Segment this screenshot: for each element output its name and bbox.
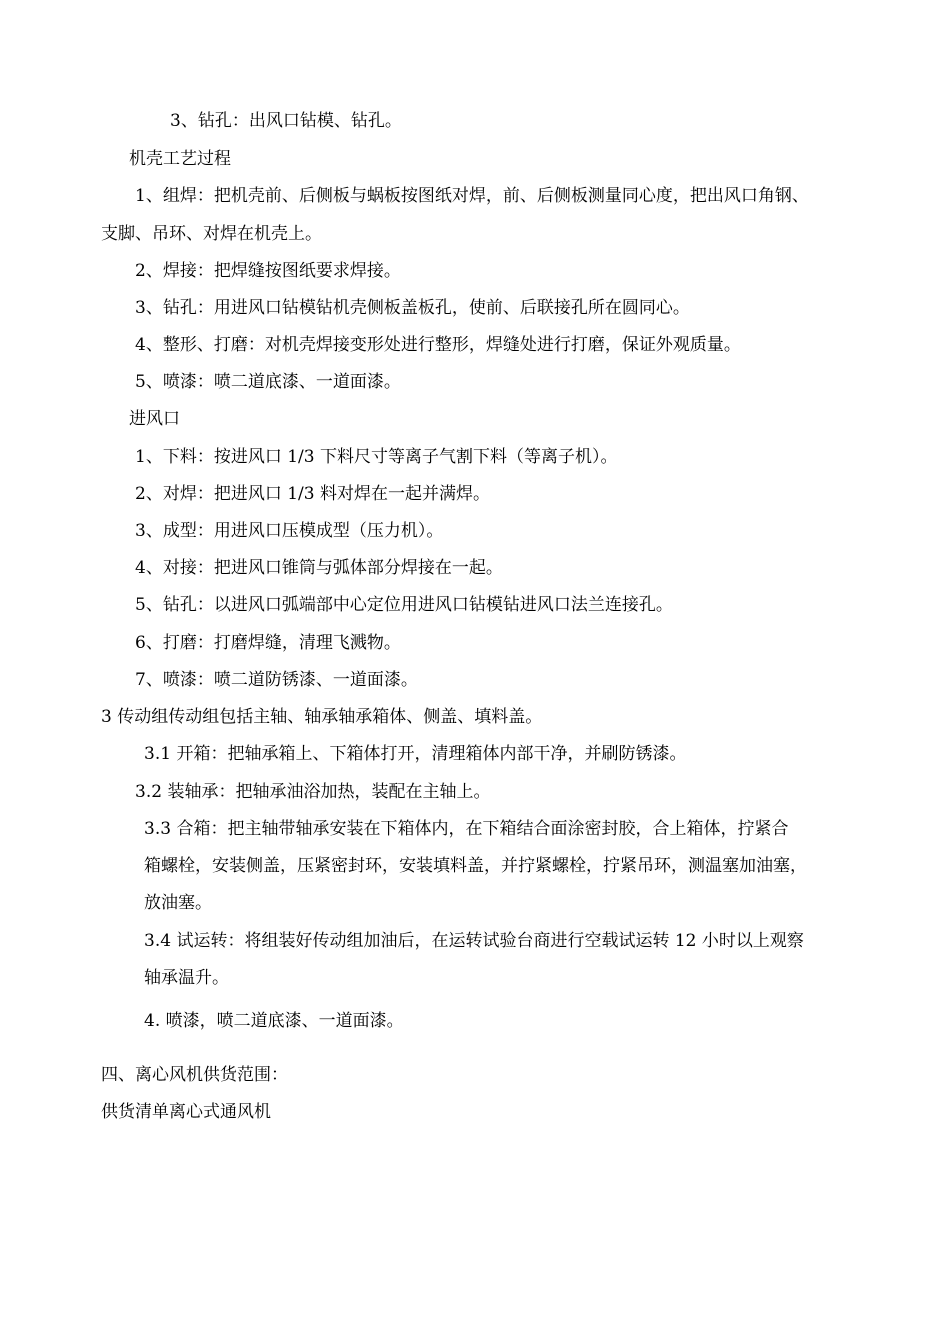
text-line: 3、钻孔：用进风口钻模钻机壳侧板盖板孔，使前、后联接孔所在圆同心。 bbox=[135, 298, 690, 318]
text-line: 3.2 装轴承：把轴承油浴加热，装配在主轴上。 bbox=[135, 782, 491, 802]
text-line: 4、对接：把进风口锥筒与弧体部分焊接在一起。 bbox=[135, 558, 503, 578]
text-line: 放油塞。 bbox=[144, 893, 212, 913]
text-line: 轴承温升。 bbox=[144, 968, 229, 988]
text-line: 4. 喷漆，喷二道底漆、一道面漆。 bbox=[144, 1011, 404, 1031]
text-line: 1、组焊：把机壳前、后侧板与蜗板按图纸对焊，前、后侧板测量同心度，把出风口角钢、 bbox=[135, 186, 809, 206]
section-heading: 机壳工艺过程 bbox=[129, 149, 231, 169]
text-line: 3.1 开箱：把轴承箱上、下箱体打开，清理箱体内部干净，并刷防锈漆。 bbox=[144, 744, 687, 764]
text-line: 3.3 合箱：把主轴带轴承安装在下箱体内，在下箱结合面涂密封胶，合上箱体，拧紧合 bbox=[144, 819, 789, 839]
text-line: 3.4 试运转：将组装好传动组加油后，在运转试验台商进行空载试运转 12 小时以上观察 bbox=[144, 931, 804, 951]
text-line: 7、喷漆：喷二道防锈漆、一道面漆。 bbox=[135, 670, 418, 690]
text-line: 3、钻孔：出风口钻模、钻孔。 bbox=[170, 111, 402, 131]
text-line: 2、对焊：把进风口 1/3 料对焊在一起并满焊。 bbox=[135, 484, 490, 504]
text-line: 支脚、吊环、对焊在机壳上。 bbox=[101, 224, 322, 244]
text-line: 1、下料：按进风口 1/3 下料尺寸等离子气割下料（等离子机）。 bbox=[135, 447, 618, 467]
text-line: 5、喷漆：喷二道底漆、一道面漆。 bbox=[135, 372, 401, 392]
section-heading: 3 传动组传动组包括主轴、轴承轴承箱体、侧盖、填料盖。 bbox=[101, 707, 543, 727]
text-line: 5、钻孔：以进风口弧端部中心定位用进风口钻模钻进风口法兰连接孔。 bbox=[135, 595, 673, 615]
section-heading: 进风口 bbox=[129, 409, 180, 429]
text-line: 2、焊接：把焊缝按图纸要求焊接。 bbox=[135, 261, 401, 281]
text-line: 供货清单离心式通风机 bbox=[101, 1102, 271, 1122]
text-line: 箱螺栓，安装侧盖，压紧密封环，安装填料盖，并拧紧螺栓，拧紧吊环，测温塞加油塞， bbox=[144, 856, 807, 876]
text-line: 3、成型：用进风口压模成型（压力机）。 bbox=[135, 521, 444, 541]
text-line: 6、打磨：打磨焊缝，清理飞溅物。 bbox=[135, 633, 401, 653]
section-heading: 四、离心风机供货范围： bbox=[101, 1065, 288, 1085]
text-line: 4、整形、打磨：对机壳焊接变形处进行整形，焊缝处进行打磨，保证外观质量。 bbox=[135, 335, 741, 355]
